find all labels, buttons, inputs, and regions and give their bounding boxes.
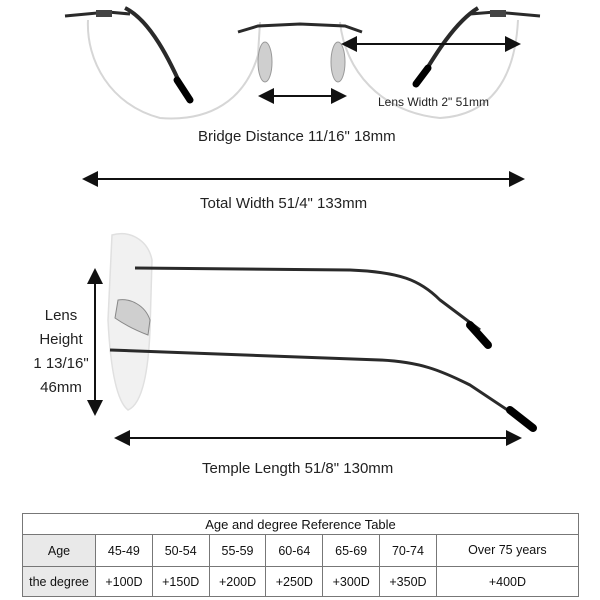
age-degree-reference-table [22,513,579,597]
degree-cell: +100D [96,567,153,597]
age-cell: 50-54 [152,535,209,567]
bridge-distance-label: Bridge Distance 11/16" 18mm [198,128,396,145]
degree-cell: +150D [152,567,209,597]
temple-length-label: Temple Length 51/8" 130mm [202,460,394,477]
degree-cell: +350D [380,567,437,597]
age-cell: 45-49 [96,535,153,567]
table-title: Age and degree Reference Table [23,514,579,535]
degree-cell: +200D [209,567,266,597]
degree-row-header: the degree [23,567,96,597]
age-cell: 60-64 [266,535,323,567]
age-cell: 70-74 [380,535,437,567]
degree-cell: +400D [436,567,578,597]
total-width-label: Total Width 51/4" 133mm [200,195,368,212]
degree-cell: +300D [323,567,380,597]
degree-cell: +250D [266,567,323,597]
lens-height-line-2: Height [39,331,83,348]
lens-height-line-4: 46mm [40,379,82,396]
lens-width-label: Lens Width 2" 51mm [378,95,489,109]
lens-height-line-3: 1 13/16" [33,355,89,372]
lens-height-label [33,304,89,400]
age-cell: 55-59 [209,535,266,567]
age-cell: 65-69 [323,535,380,567]
lens-height-line-1: Lens [44,307,78,324]
age-row-header: Age [23,535,96,567]
age-cell: Over 75 years [436,535,578,567]
